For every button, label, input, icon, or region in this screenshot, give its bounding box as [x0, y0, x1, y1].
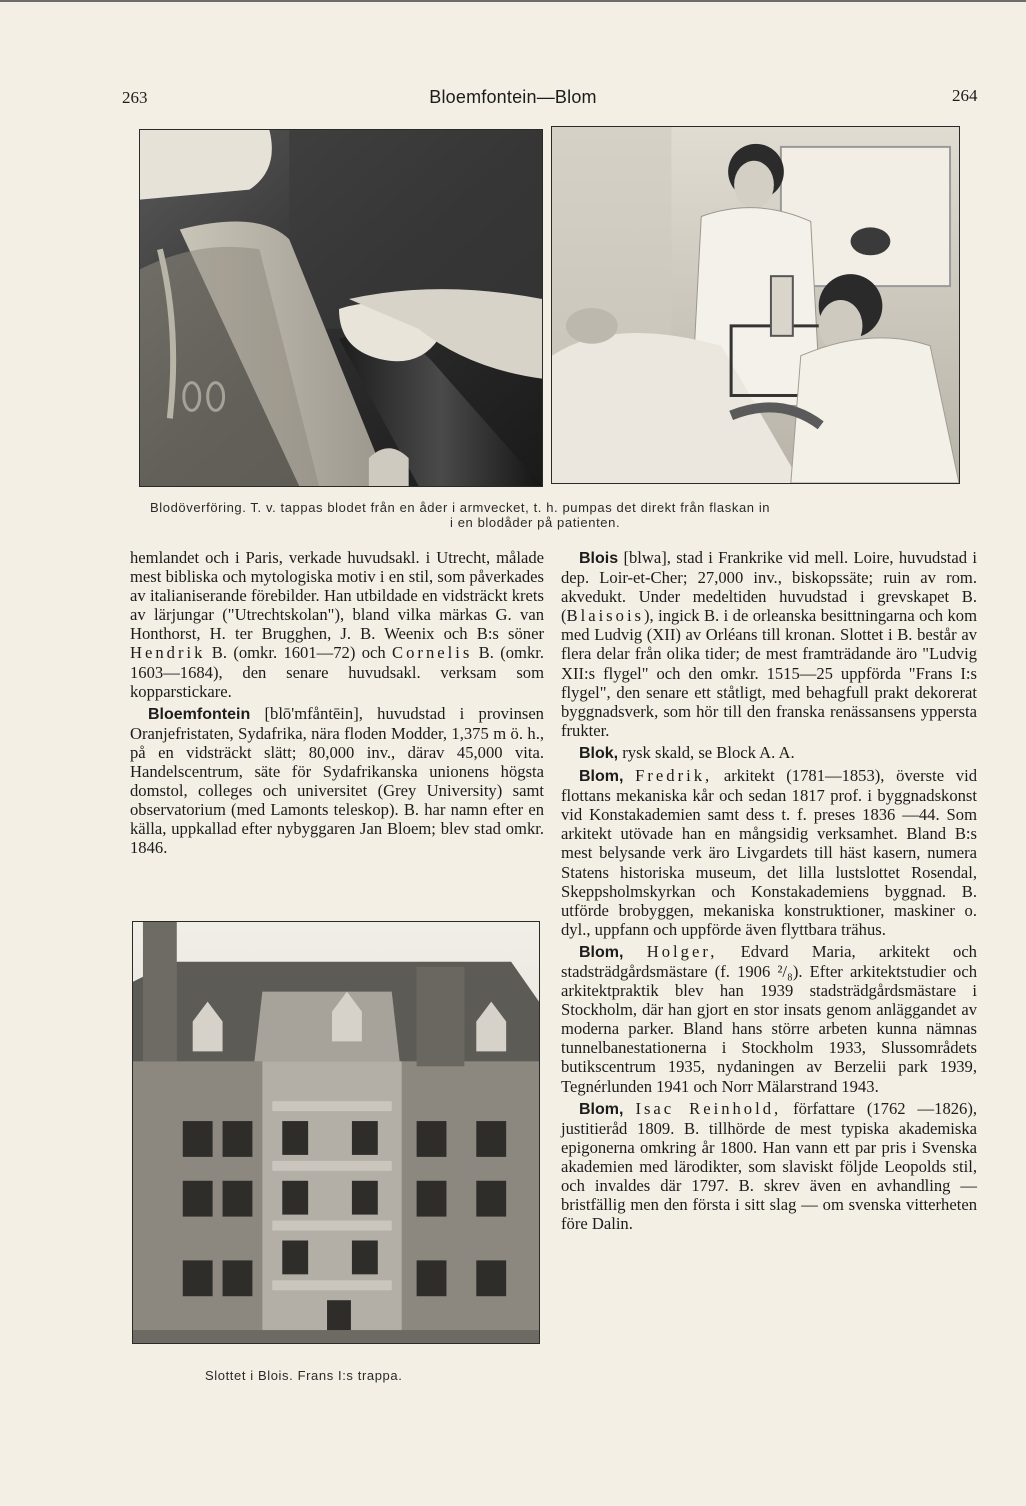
arm-bottle-image — [140, 130, 542, 486]
headword-blom-1: Blom, — [579, 768, 624, 786]
headword-blois: Blois — [579, 550, 619, 567]
page-number-right: 264 — [952, 86, 978, 105]
headword-blom-2: Blom, — [579, 943, 624, 961]
page-number-left: 263 — [122, 88, 148, 107]
chateau-caption: Slottet i Blois. Frans I:s trappa. — [205, 1368, 403, 1383]
page-header — [0, 88, 1026, 112]
transfusion-caption-1: Blodöverföring. T. v. tappas blodet från en åder i armvecket, t. h. pumpas det direkt från flaskan in — [150, 500, 771, 515]
entry-blom-holger: Blom, Holger, Edvard Maria, arkitekt och stadsträdgårdsmästare (f. 1906 ²/₈). Efter arkitektstudier och arkitektpraktik blev han 1939 stadsträdgårdsmästare i Stockholm, där han gjort en stor insats genom anläggandet av moderna parker. Bland hans större arbeten kunna nämnas tunnelbanestationerna i Stockholm 1933, Slussområdets butikscentrum 1935, nydaningen av Berzelii park 1939, Tegnérlunden 1941 och Norr Mälarstrand 1943. — [561, 941, 977, 1096]
entry-bloemaert-continued: hemlandet och i Paris, verkade huvudsakl. i Utrecht, målade mest bibliska och mytologiska motiv i en stil, som påverkades av italianiserande förebilder. Han utbildade en vidsträckt krets av lärjungar ("Utrechtskolan"), bland vilka märkas G. van Honthorst, H. ter Brugghen, J. B. Weenix och B:s söner Hendrik B. (omkr. 1601—72) och Cornelis B. (omkr. 1603—1684), den senare huvudsakl. verksam som kopparstickare. — [130, 548, 544, 701]
transfusion-photo-right — [551, 126, 960, 484]
nurse-doctor-image — [552, 127, 959, 483]
chateau-image — [133, 922, 539, 1343]
transfusion-photo-left — [139, 129, 543, 487]
right-column — [561, 548, 977, 1233]
name-cornelis: Cornelis — [392, 643, 473, 663]
entry-blok: Blok, rysk skald, se Block A. A. — [579, 742, 795, 762]
headword-blok: Blok, — [579, 744, 619, 762]
entry-blom-fredrik: Blom, Fredrik, arkitekt (1781—1853), överste vid flottans mekaniska kår och sedan 1817 prof. i byggnadskonst vid Konstakademien samt dess t. f. preses 1836 —44. Som arkitekt utövade han en mångsidig verksamhet. Bland B:s mest belysande verk äro Livgardets till häst kasern, numera Statens historiska museum, det lilla lustslottet Rosendal, Skeppsholmskyrkan och Konstakademiens byggnad. B. utförde brobyggen, mekaniska konstruktioner, maskiner o. dyl., uppfann och uppförde även flyttbara trähus. — [561, 766, 977, 939]
left-column — [130, 548, 544, 858]
headword-bloemfontein: Bloemfontein — [148, 705, 251, 723]
headword-blom-3: Blom, — [579, 1100, 624, 1118]
entry-blom-isac: Blom, Isac Reinhold, författare (1762 —1826), justitieråd 1809. B. tillhörde de mest typiska akademiska epigonerna omkring år 1800. Han vann ett par pris i Svenska akademien med lärodikter, som slaviskt följde Leopolds stil, och invaldes där 1797. B. skrev även en avhandling — bristfällig men den första i sitt slag — om svenska vitterheten före Dalin. — [561, 1098, 978, 1234]
entry-bloemfontein: Bloemfontein [blō'mfåntēin], huvudstad i provinsen Oranjefristaten, Sydafrika, nära floden Modder, 1,375 m ö. h., på en vidsträckt slätt; 80,000 inv., därav 45,000 vita. Handelscentrum, säte för Sydafrikanska unionens högsta domstol, colleges och universitet (Grey University) samt observatorium (med Lamonts teleskop). B. har namn efter en källa, uppkallad efter nybyggaren Jan Bloem; blev stad omkr. 1846. — [130, 703, 544, 858]
entry-blois: Blois [blwa], stad i Frankrike vid mell. Loire, huvudstad i dep. Loir-et-Cher; 27,000 inv., biskopssäte; ruin av rom. akvedukt. Under medeltiden huvudstad i grevskapet B. (Blaisois), ingick B. i de orleanska besittningarna och kom med Ludvig (XII) av Orléans till kronan. Slottet i B. består av flera delar från olika tider; de mest framträdande äro "Ludvig XII:s flygel" och den omkr. 1515—25 uppförda "Frans I:s flygel", den senare ett ståtligt, med behagfull prakt dekorerat byggnadsverk, som hör till den franska renässansens yppersta frukter. — [561, 548, 977, 740]
running-title: Bloemfontein—Blom — [429, 87, 597, 107]
name-hendrik: Hendrik — [130, 643, 206, 663]
transfusion-caption-2: i en blodåder på patienten. — [450, 515, 621, 530]
chateau-blois-photo — [132, 921, 540, 1344]
